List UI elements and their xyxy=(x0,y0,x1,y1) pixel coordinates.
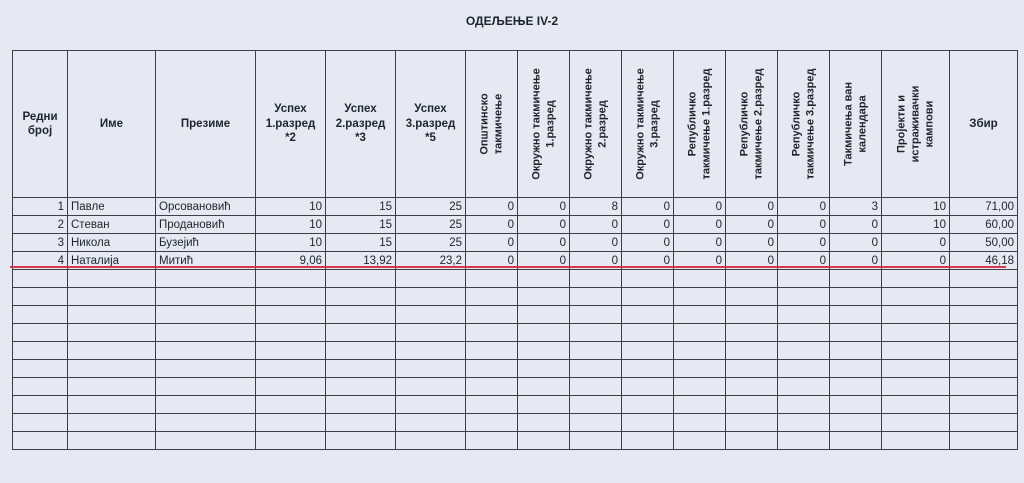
empty-cell xyxy=(570,324,622,342)
empty-cell xyxy=(68,306,156,324)
cell-okr3: 0 xyxy=(622,252,674,270)
cell-van: 0 xyxy=(830,252,882,270)
empty-cell xyxy=(396,432,466,450)
cell-u2: 15 xyxy=(326,234,396,252)
cell-u1: 10 xyxy=(256,198,326,216)
cell-rb: 1 xyxy=(13,198,68,216)
empty-cell xyxy=(326,288,396,306)
cell-ops: 0 xyxy=(466,198,518,216)
empty-cell xyxy=(396,342,466,360)
empty-cell xyxy=(622,324,674,342)
empty-cell xyxy=(13,288,68,306)
empty-row xyxy=(13,342,1018,360)
empty-cell xyxy=(778,432,830,450)
empty-cell xyxy=(518,342,570,360)
cell-okr1: 0 xyxy=(518,234,570,252)
col-header-okruzno-2: Окружно такмичење 2.разред xyxy=(570,51,622,198)
cell-van: 3 xyxy=(830,198,882,216)
empty-cell xyxy=(622,342,674,360)
empty-cell xyxy=(13,270,68,288)
empty-cell xyxy=(396,288,466,306)
table-row xyxy=(13,234,1018,252)
cell-rep2: 0 xyxy=(726,216,778,234)
empty-cell xyxy=(156,360,256,378)
empty-cell xyxy=(13,360,68,378)
cell-u1: 10 xyxy=(256,234,326,252)
empty-cell xyxy=(726,342,778,360)
cell-rep1: 0 xyxy=(674,252,726,270)
cell-okr3: 0 xyxy=(622,216,674,234)
empty-cell xyxy=(778,414,830,432)
cell-okr2: 0 xyxy=(570,216,622,234)
col-header-zbir: Збир xyxy=(950,51,1018,198)
empty-cell xyxy=(68,342,156,360)
empty-cell xyxy=(570,378,622,396)
empty-cell xyxy=(396,306,466,324)
cell-u3: 23,2 xyxy=(396,252,466,270)
empty-cell xyxy=(13,306,68,324)
empty-cell xyxy=(13,378,68,396)
empty-cell xyxy=(726,396,778,414)
empty-cell xyxy=(570,288,622,306)
cell-zbir: 50,00 xyxy=(950,234,1018,252)
empty-cell xyxy=(156,432,256,450)
cell-van: 0 xyxy=(830,216,882,234)
empty-row xyxy=(13,306,1018,324)
empty-cell xyxy=(518,270,570,288)
cell-prezime: Орсовановић xyxy=(156,198,256,216)
empty-cell xyxy=(13,414,68,432)
empty-cell xyxy=(326,270,396,288)
empty-cell xyxy=(950,378,1018,396)
empty-cell xyxy=(950,324,1018,342)
col-header-okruzno-1: Окружно такмичење 1.разред xyxy=(518,51,570,198)
empty-cell xyxy=(778,324,830,342)
cell-ime: Никола xyxy=(68,234,156,252)
empty-cell xyxy=(950,396,1018,414)
empty-cell xyxy=(156,342,256,360)
col-header-rb: Редни број xyxy=(13,51,68,198)
empty-cell xyxy=(882,270,950,288)
empty-cell xyxy=(68,360,156,378)
empty-cell xyxy=(570,360,622,378)
col-header-okruzno-3: Окружно такмичење 3.разред xyxy=(622,51,674,198)
empty-cell xyxy=(256,396,326,414)
cell-rb: 2 xyxy=(13,216,68,234)
empty-cell xyxy=(68,432,156,450)
empty-cell xyxy=(830,324,882,342)
cell-zbir: 60,00 xyxy=(950,216,1018,234)
empty-cell xyxy=(830,270,882,288)
cell-okr1: 0 xyxy=(518,252,570,270)
empty-row xyxy=(13,432,1018,450)
empty-cell xyxy=(726,306,778,324)
cell-prezime: Продановић xyxy=(156,216,256,234)
empty-cell xyxy=(830,360,882,378)
cell-ime: Павле xyxy=(68,198,156,216)
empty-cell xyxy=(882,414,950,432)
cell-okr2: 8 xyxy=(570,198,622,216)
table-row xyxy=(13,216,1018,234)
empty-cell xyxy=(830,414,882,432)
empty-cell xyxy=(396,324,466,342)
empty-cell xyxy=(466,414,518,432)
empty-cell xyxy=(396,396,466,414)
empty-cell xyxy=(570,414,622,432)
cell-u2: 15 xyxy=(326,216,396,234)
empty-cell xyxy=(326,378,396,396)
empty-cell xyxy=(882,342,950,360)
empty-cell xyxy=(622,306,674,324)
empty-cell xyxy=(622,270,674,288)
cell-ops: 0 xyxy=(466,234,518,252)
empty-cell xyxy=(256,306,326,324)
empty-cell xyxy=(882,378,950,396)
cell-rep1: 0 xyxy=(674,234,726,252)
empty-cell xyxy=(13,396,68,414)
empty-cell xyxy=(778,360,830,378)
cell-rep3: 0 xyxy=(778,216,830,234)
cell-rep1: 0 xyxy=(674,216,726,234)
empty-cell xyxy=(622,432,674,450)
col-header-ime: Име xyxy=(68,51,156,198)
empty-cell xyxy=(778,342,830,360)
empty-cell xyxy=(950,306,1018,324)
empty-cell xyxy=(466,324,518,342)
empty-cell xyxy=(674,396,726,414)
empty-cell xyxy=(466,432,518,450)
col-header-uspeh-1: Успех 1.разред *2 xyxy=(256,51,326,198)
col-header-projekti: Пројекти и истраживачки кампови xyxy=(882,51,950,198)
empty-cell xyxy=(518,288,570,306)
empty-cell xyxy=(830,432,882,450)
empty-cell xyxy=(726,288,778,306)
empty-cell xyxy=(674,306,726,324)
cell-proj: 0 xyxy=(882,252,950,270)
empty-cell xyxy=(830,378,882,396)
empty-cell xyxy=(396,270,466,288)
empty-cell xyxy=(326,306,396,324)
cell-rep2: 0 xyxy=(726,252,778,270)
cell-zbir: 71,00 xyxy=(950,198,1018,216)
cell-u2: 15 xyxy=(326,198,396,216)
empty-row xyxy=(13,414,1018,432)
empty-row xyxy=(13,288,1018,306)
cell-okr3: 0 xyxy=(622,198,674,216)
table-row xyxy=(13,198,1018,216)
empty-cell xyxy=(326,342,396,360)
empty-cell xyxy=(570,270,622,288)
empty-cell xyxy=(68,324,156,342)
empty-cell xyxy=(674,324,726,342)
empty-cell xyxy=(256,432,326,450)
empty-cell xyxy=(326,414,396,432)
empty-cell xyxy=(950,288,1018,306)
empty-cell xyxy=(950,342,1018,360)
empty-cell xyxy=(68,414,156,432)
cell-zbir: 46,18 xyxy=(950,252,1018,270)
cell-ops: 0 xyxy=(466,252,518,270)
col-header-uspeh-3: Успех 3.разред *5 xyxy=(396,51,466,198)
col-header-opstinsko: Општинско такмичење xyxy=(466,51,518,198)
cell-prezime: Бузејић xyxy=(156,234,256,252)
cell-ime: Стеван xyxy=(68,216,156,234)
empty-cell xyxy=(68,396,156,414)
cell-u1: 10 xyxy=(256,216,326,234)
empty-row xyxy=(13,378,1018,396)
empty-cell xyxy=(726,270,778,288)
empty-row xyxy=(13,360,1018,378)
empty-cell xyxy=(156,396,256,414)
empty-cell xyxy=(518,324,570,342)
empty-cell xyxy=(622,414,674,432)
empty-row xyxy=(13,396,1018,414)
empty-cell xyxy=(256,360,326,378)
empty-cell xyxy=(256,378,326,396)
empty-cell xyxy=(622,288,674,306)
col-header-van-kalendara: Такмичења ван календара xyxy=(830,51,882,198)
cell-okr1: 0 xyxy=(518,216,570,234)
empty-cell xyxy=(326,324,396,342)
empty-cell xyxy=(830,288,882,306)
empty-cell xyxy=(674,378,726,396)
empty-cell xyxy=(326,432,396,450)
empty-cell xyxy=(778,270,830,288)
empty-cell xyxy=(674,270,726,288)
cell-ime: Наталија xyxy=(68,252,156,270)
empty-cell xyxy=(518,378,570,396)
empty-cell xyxy=(726,324,778,342)
empty-cell xyxy=(156,306,256,324)
empty-cell xyxy=(68,270,156,288)
col-header-republicko-3: Републичко такмичење 3.разред xyxy=(778,51,830,198)
cell-proj: 10 xyxy=(882,216,950,234)
empty-cell xyxy=(726,378,778,396)
empty-row xyxy=(13,324,1018,342)
cell-rb: 3 xyxy=(13,234,68,252)
empty-row xyxy=(13,270,1018,288)
cell-prezime: Митић xyxy=(156,252,256,270)
empty-cell xyxy=(622,360,674,378)
empty-cell xyxy=(882,288,950,306)
cell-rb: 4 xyxy=(13,252,68,270)
cell-rep2: 0 xyxy=(726,198,778,216)
empty-cell xyxy=(726,360,778,378)
empty-cell xyxy=(726,414,778,432)
empty-cell xyxy=(674,288,726,306)
empty-cell xyxy=(156,378,256,396)
empty-cell xyxy=(570,396,622,414)
cell-u3: 25 xyxy=(396,234,466,252)
cell-okr1: 0 xyxy=(518,198,570,216)
empty-cell xyxy=(830,306,882,324)
empty-cell xyxy=(778,306,830,324)
cell-okr2: 0 xyxy=(570,234,622,252)
empty-cell xyxy=(778,288,830,306)
empty-cell xyxy=(13,342,68,360)
empty-cell xyxy=(13,324,68,342)
cell-u3: 25 xyxy=(396,216,466,234)
empty-cell xyxy=(396,378,466,396)
empty-cell xyxy=(256,288,326,306)
empty-cell xyxy=(950,432,1018,450)
empty-cell xyxy=(950,414,1018,432)
empty-cell xyxy=(674,360,726,378)
empty-cell xyxy=(68,288,156,306)
empty-cell xyxy=(396,360,466,378)
empty-cell xyxy=(622,396,674,414)
empty-cell xyxy=(518,414,570,432)
cell-van: 0 xyxy=(830,234,882,252)
col-header-uspeh-2: Успех 2.разред *3 xyxy=(326,51,396,198)
empty-cell xyxy=(326,360,396,378)
empty-cell xyxy=(518,432,570,450)
empty-cell xyxy=(68,378,156,396)
empty-cell xyxy=(570,306,622,324)
empty-cell xyxy=(466,288,518,306)
empty-cell xyxy=(882,324,950,342)
empty-cell xyxy=(570,432,622,450)
empty-cell xyxy=(518,306,570,324)
empty-cell xyxy=(778,378,830,396)
empty-cell xyxy=(13,432,68,450)
col-header-republicko-1: Републичко такмичење 1.разред xyxy=(674,51,726,198)
empty-cell xyxy=(256,342,326,360)
col-header-republicko-2: Републичко такмичење 2.разред xyxy=(726,51,778,198)
cell-rep3: 0 xyxy=(778,198,830,216)
empty-cell xyxy=(256,414,326,432)
empty-cell xyxy=(256,270,326,288)
empty-cell xyxy=(622,378,674,396)
empty-cell xyxy=(156,324,256,342)
cell-rep3: 0 xyxy=(778,252,830,270)
empty-cell xyxy=(156,414,256,432)
cell-rep2: 0 xyxy=(726,234,778,252)
empty-cell xyxy=(570,342,622,360)
page-title: ОДЕЉЕЊЕ IV-2 xyxy=(465,14,559,28)
cell-ops: 0 xyxy=(466,216,518,234)
empty-cell xyxy=(156,270,256,288)
cell-u2: 13,92 xyxy=(326,252,396,270)
empty-cell xyxy=(466,360,518,378)
grades-table xyxy=(12,50,1018,450)
empty-cell xyxy=(518,396,570,414)
empty-cell xyxy=(882,306,950,324)
empty-cell xyxy=(466,396,518,414)
empty-cell xyxy=(882,396,950,414)
empty-cell xyxy=(830,342,882,360)
cell-proj: 0 xyxy=(882,234,950,252)
empty-cell xyxy=(326,396,396,414)
cell-proj: 10 xyxy=(882,198,950,216)
empty-cell xyxy=(950,270,1018,288)
empty-cell xyxy=(674,432,726,450)
empty-cell xyxy=(466,306,518,324)
header-row xyxy=(13,51,1018,198)
cell-okr3: 0 xyxy=(622,234,674,252)
empty-cell xyxy=(778,396,830,414)
cell-rep1: 0 xyxy=(674,198,726,216)
empty-cell xyxy=(466,270,518,288)
empty-cell xyxy=(396,414,466,432)
empty-cell xyxy=(674,414,726,432)
empty-cell xyxy=(466,378,518,396)
underline-marker xyxy=(10,266,1006,268)
empty-cell xyxy=(950,360,1018,378)
cell-okr2: 0 xyxy=(570,252,622,270)
empty-cell xyxy=(156,288,256,306)
empty-cell xyxy=(466,342,518,360)
col-header-prezime: Презиме xyxy=(156,51,256,198)
cell-u1: 9,06 xyxy=(256,252,326,270)
empty-cell xyxy=(882,432,950,450)
empty-cell xyxy=(518,360,570,378)
empty-cell xyxy=(830,396,882,414)
empty-cell xyxy=(674,342,726,360)
empty-cell xyxy=(256,324,326,342)
empty-cell xyxy=(726,432,778,450)
cell-u3: 25 xyxy=(396,198,466,216)
cell-rep3: 0 xyxy=(778,234,830,252)
empty-cell xyxy=(882,360,950,378)
